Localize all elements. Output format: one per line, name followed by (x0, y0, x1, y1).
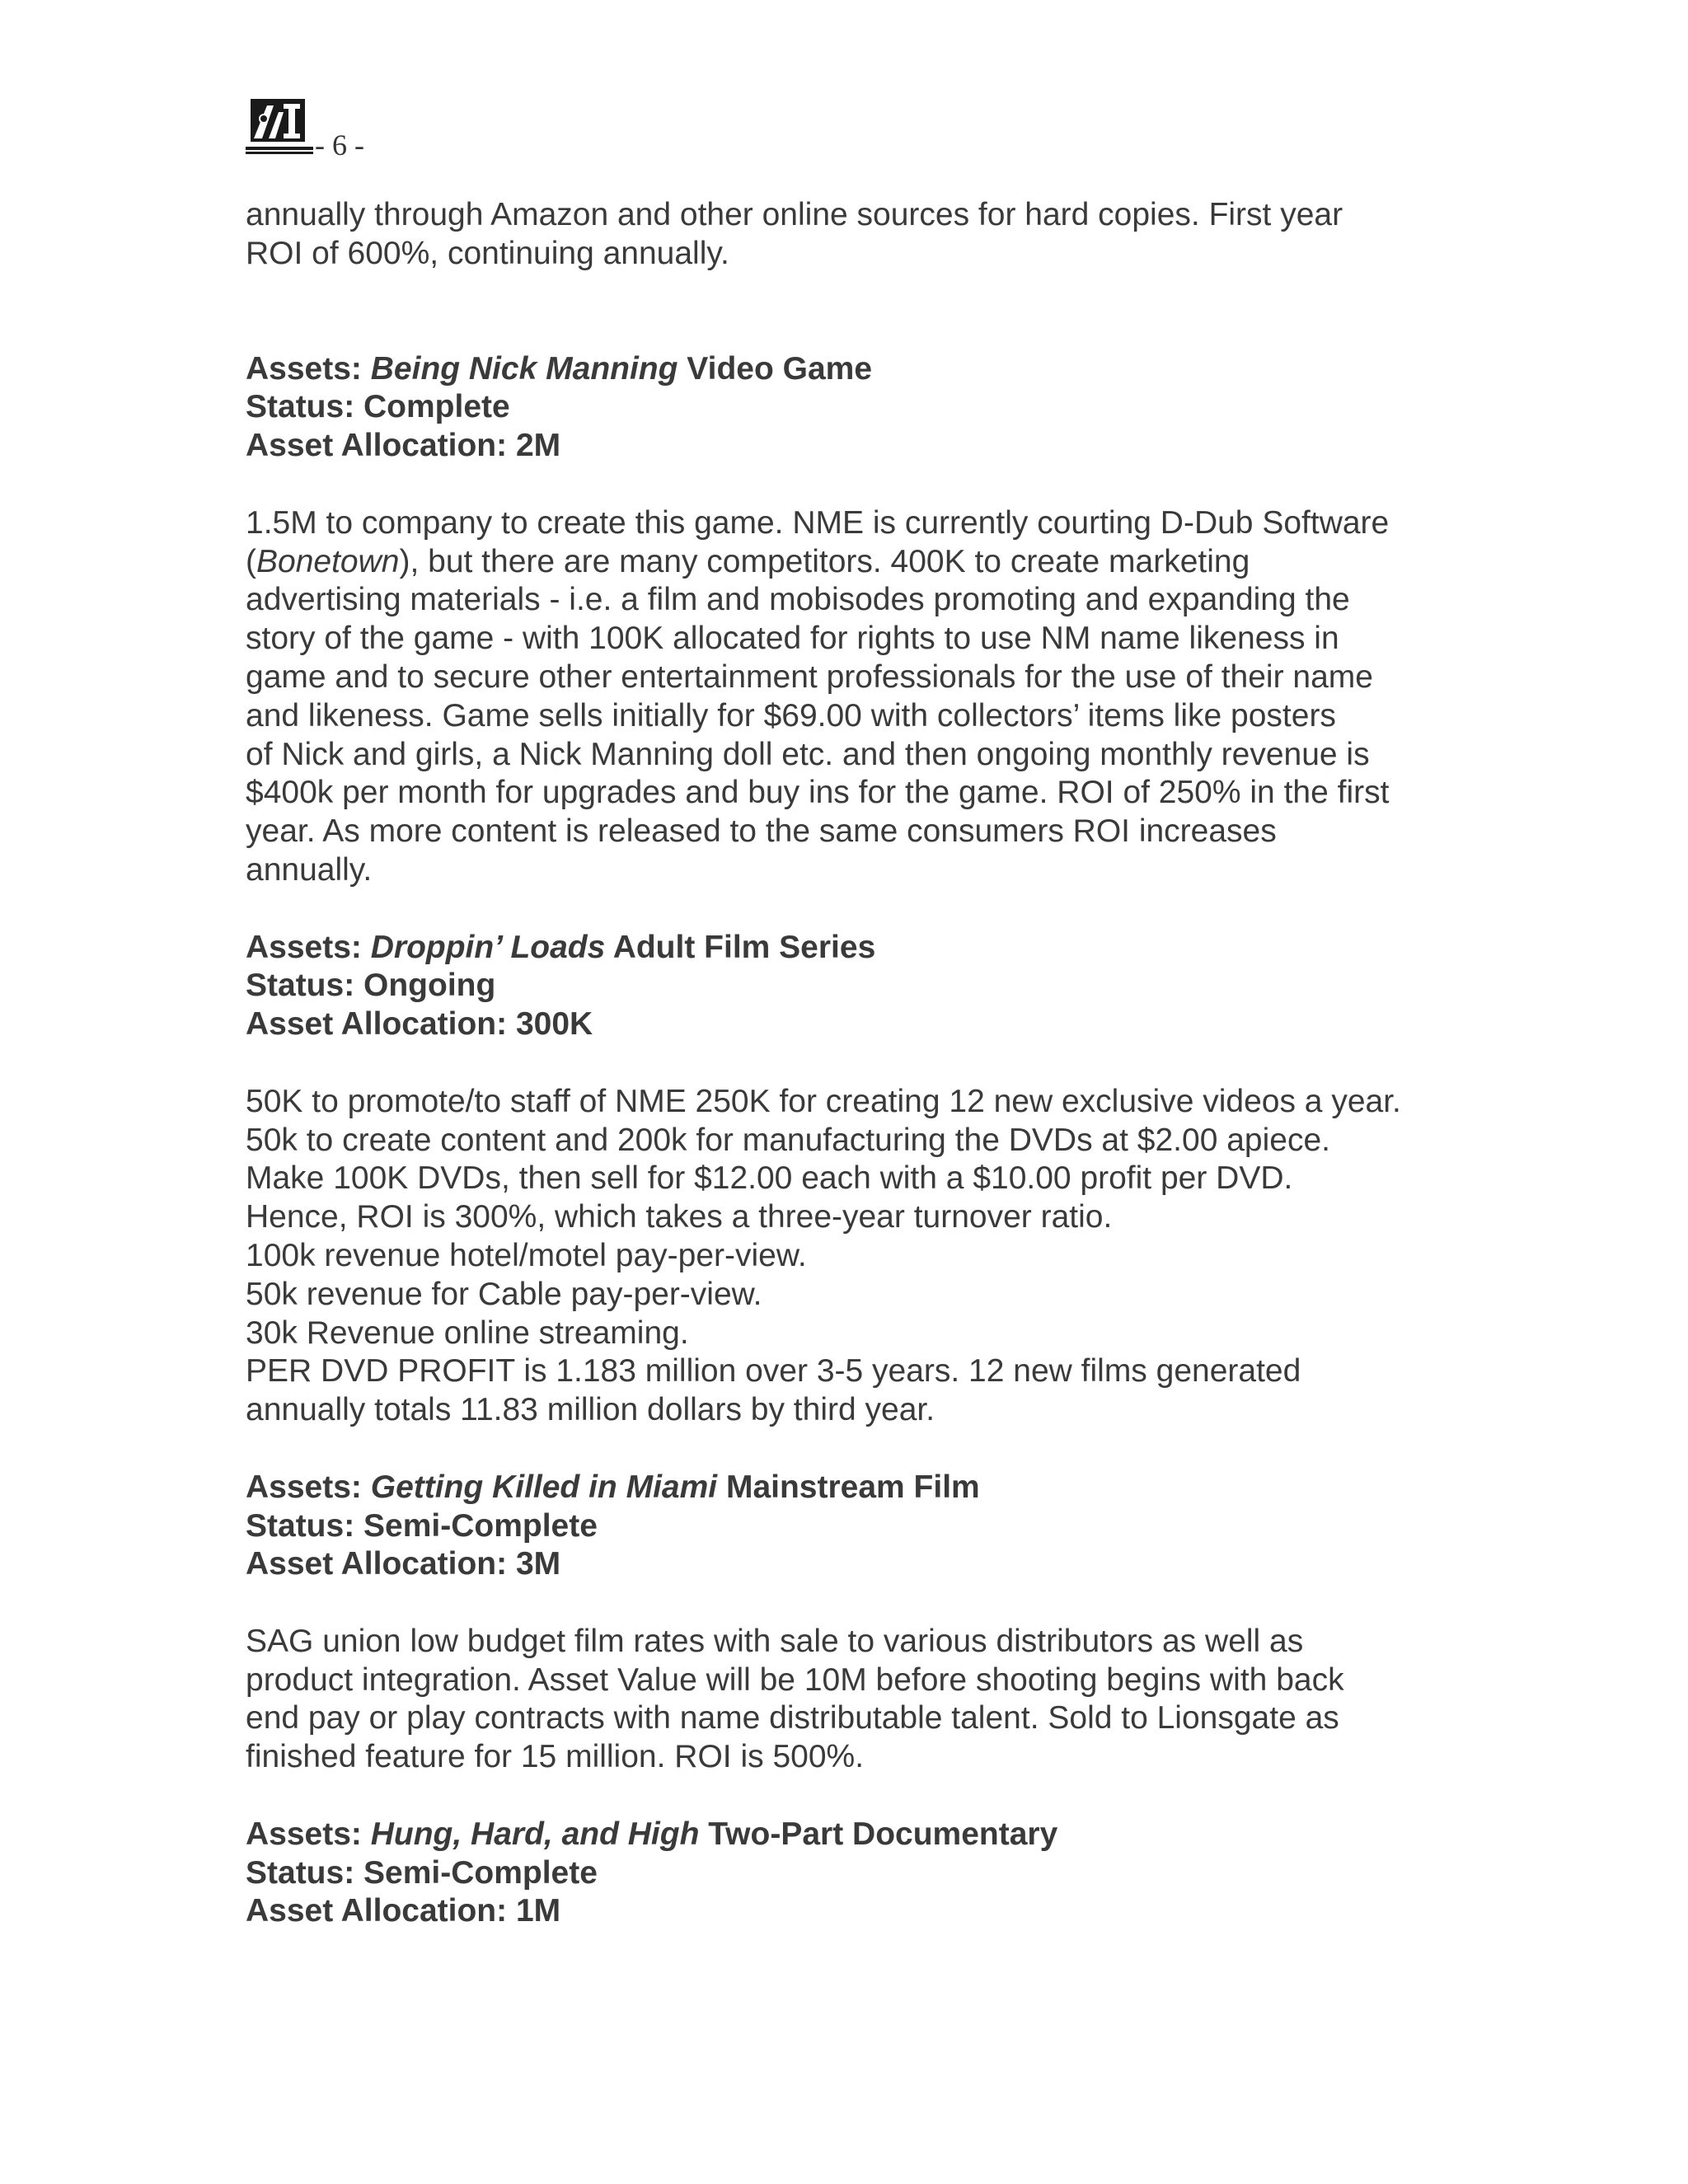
assets-label: Assets: (246, 1469, 362, 1505)
allocation-line: Asset Allocation: 2M (246, 428, 561, 464)
text-line: 100k revenue hotel/motel pay-per-view. (246, 1237, 807, 1273)
text-line: of Nick and girls, a Nick Manning doll etc. and then ongoing monthly revenue is (246, 736, 1370, 772)
asset-title-line (246, 350, 1449, 389)
text-line: year. As more content is released to the same consumers ROI increases (246, 813, 1277, 850)
intro-paragraph (246, 196, 1449, 274)
text-line: annually through Amazon and other online sources for hard copies. First year (246, 197, 1343, 232)
text-line: 1.5M to company to create this game. NME is currently courting D-Dub Software (246, 504, 1390, 541)
text-line: game and to secure other entertainment professionals for the use of their name (246, 658, 1373, 695)
asset-title-line (246, 929, 1449, 968)
text-line: end pay or play contracts with name distributable talent. Sold to Lionsgate as (246, 1700, 1339, 1736)
asset-heading (246, 1469, 1449, 1584)
page-number: - 6 - (315, 129, 364, 162)
asset-title-line (246, 1816, 1449, 1854)
asset-sections (246, 274, 1449, 1932)
text-line: 50K to promote/to staff of NME 250K for creating 12 new exclusive videos a year. (246, 1083, 1401, 1119)
text-segment: ( (246, 543, 256, 579)
paragraph-gap (246, 1584, 1449, 1623)
assets-label: Assets: (246, 1816, 362, 1852)
text-line: story of the game - with 100K allocated for rights to use NM name likeness in (246, 621, 1339, 657)
document-body (246, 196, 1449, 1931)
text-line: annually. (246, 851, 373, 888)
text-line: SAG union low budget film rates with sale to various distributors as well as (246, 1623, 1304, 1659)
paragraph-gap (246, 466, 1449, 504)
assets-label: Assets: (246, 350, 362, 387)
section-gap (246, 890, 1449, 929)
assets-label: Assets: (246, 929, 362, 965)
asset-title: Being Nick Manning (370, 350, 678, 387)
asset-type: Adult Film Series (612, 929, 876, 965)
section-gap (246, 274, 1449, 350)
asset-type: Video Game (687, 350, 873, 387)
asset-type: Two-Part Documentary (708, 1816, 1058, 1852)
text-line: $400k per month for upgrades and buy ins for the game. ROI of 250% in the first (246, 775, 1390, 811)
page-header (246, 97, 575, 163)
asset-heading (246, 1816, 1449, 1931)
text-line: advertising materials - i.e. a film and mobisodes promoting and expanding the (246, 582, 1350, 618)
asset-description (246, 1623, 1449, 1777)
text-line: annually totals 11.83 million dollars by third year. (246, 1392, 935, 1428)
asset-title: Hung, Hard, and High (370, 1816, 700, 1852)
asset-title: Droppin’ Loads (370, 929, 606, 965)
text-line: 50k revenue for Cable pay-per-view. (246, 1276, 762, 1312)
text-line: ROI of 600%, continuing annually. (246, 235, 729, 271)
text-line: Make 100K DVDs, then sell for $12.00 each with a $10.00 profit per DVD. (246, 1160, 1293, 1197)
status-line: Status: Ongoing (246, 968, 496, 1004)
italic-title: Bonetown (256, 543, 400, 579)
paragraph-gap (246, 1044, 1449, 1083)
asset-description (246, 1083, 1449, 1430)
asset-heading (246, 350, 1449, 466)
status-line: Status: Semi-Complete (246, 1507, 598, 1544)
text-line: and likeness. Game sells initially for $69.00 with collectors’ items like posters (246, 697, 1336, 733)
allocation-line: Asset Allocation: 1M (246, 1893, 561, 1929)
section-gap (246, 1430, 1449, 1469)
text-line: finished feature for 15 million. ROI is 500%. (246, 1739, 865, 1775)
status-line: Status: Semi-Complete (246, 1854, 598, 1891)
allocation-line: Asset Allocation: 3M (246, 1546, 561, 1582)
text-line (246, 543, 1449, 582)
asset-description (246, 504, 1449, 890)
asset-type: Mainstream Film (725, 1469, 980, 1505)
allocation-line: Asset Allocation: 300K (246, 1006, 593, 1043)
status-line: Status: Complete (246, 389, 510, 425)
text-line: 30k Revenue online streaming. (246, 1315, 689, 1351)
text-line: 50k to create content and 200k for manufacturing the DVDs at $2.00 apiece. (246, 1122, 1330, 1158)
text-line: product integration. Asset Value will be 10M before shooting begins with back (246, 1661, 1344, 1698)
company-logo-icon (246, 97, 313, 157)
text-line: PER DVD PROFIT is 1.183 million over 3-5 years. 12 new films generated (246, 1353, 1301, 1390)
asset-title-line (246, 1469, 1449, 1507)
asset-heading (246, 929, 1449, 1044)
asset-title: Getting Killed in Miami (370, 1469, 718, 1505)
section-gap (246, 1777, 1449, 1816)
text-line: Hence, ROI is 300%, which takes a three-year turnover ratio. (246, 1199, 1113, 1235)
text-segment: ), but there are many competitors. 400K to create marketing (399, 543, 1250, 579)
